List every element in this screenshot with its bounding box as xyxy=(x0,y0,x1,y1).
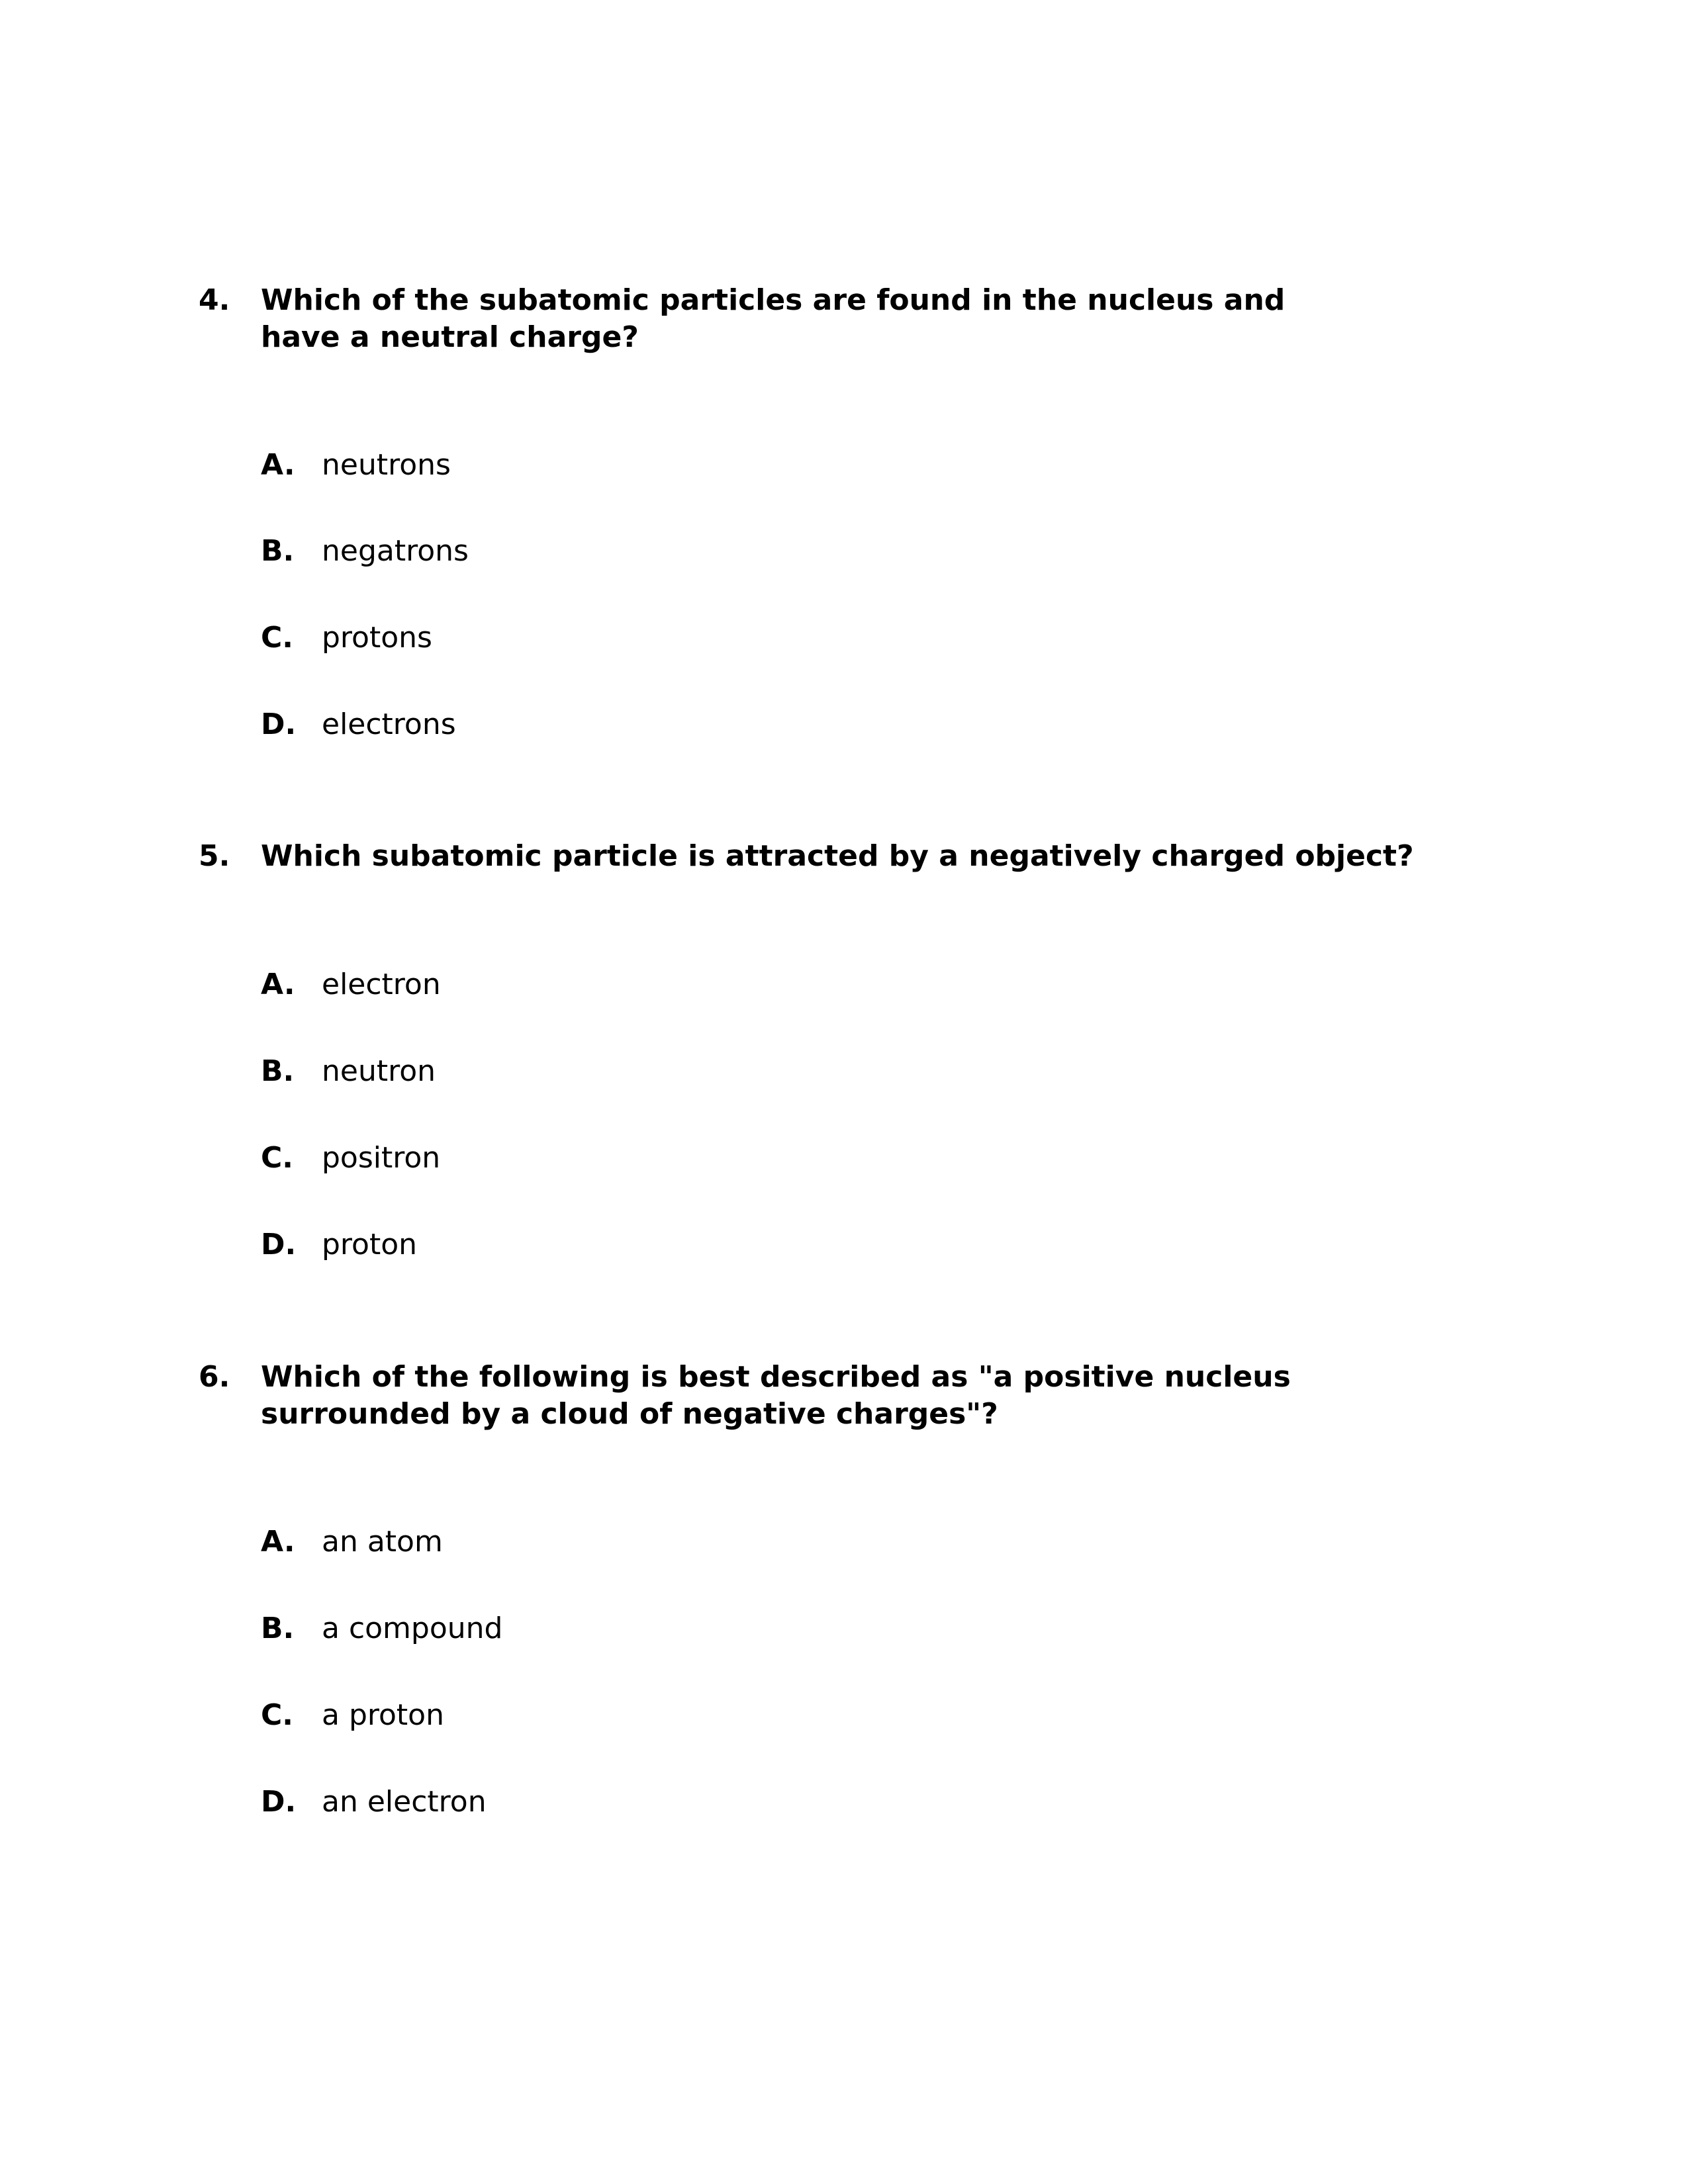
option-letter: D. xyxy=(261,1785,297,1819)
question-number: 4. xyxy=(199,283,230,317)
option-letter: B. xyxy=(261,1054,295,1088)
option-text: neutron xyxy=(322,1054,436,1088)
option-text: positron xyxy=(322,1141,441,1175)
question-text: Which of the following is best described as "a positive nucleus surrounded by a cloud of negative charges"? xyxy=(261,1360,1291,1431)
option-letter: A. xyxy=(261,1525,295,1559)
option-c[interactable] xyxy=(261,1697,1254,1734)
option-letter: B. xyxy=(261,534,295,568)
option-letter: A. xyxy=(261,968,295,1001)
option-letter: C. xyxy=(261,1141,294,1175)
option-text: an atom xyxy=(322,1525,443,1559)
option-text: neutrons xyxy=(322,448,451,482)
option-text: negatrons xyxy=(322,534,469,568)
option-d[interactable] xyxy=(261,1226,1254,1263)
question-text: Which of the subatomic particles are found in the nucleus and have a neutral charge? xyxy=(261,283,1286,354)
option-text: electron xyxy=(322,968,441,1001)
option-c[interactable] xyxy=(261,619,1254,657)
option-b[interactable] xyxy=(261,533,1254,570)
option-text: a proton xyxy=(322,1698,444,1732)
option-text: proton xyxy=(322,1228,418,1261)
option-letter: D. xyxy=(261,707,297,741)
option-b[interactable] xyxy=(261,1053,1254,1090)
option-text: a compound xyxy=(322,1612,503,1645)
option-letter: C. xyxy=(261,621,294,655)
option-letter: A. xyxy=(261,448,295,482)
option-letter: B. xyxy=(261,1612,295,1645)
question-text: Which subatomic particle is attracted by a negatively charged object? xyxy=(261,839,1414,873)
option-text: an electron xyxy=(322,1785,487,1819)
question-number: 6. xyxy=(199,1360,230,1394)
option-a[interactable] xyxy=(261,966,1254,1003)
option-d[interactable] xyxy=(261,706,1254,743)
option-b[interactable] xyxy=(261,1610,1254,1647)
option-text: protons xyxy=(322,621,432,655)
option-c[interactable] xyxy=(261,1140,1254,1177)
option-d[interactable] xyxy=(261,1784,1254,1821)
question-number: 5. xyxy=(199,839,230,873)
option-letter: D. xyxy=(261,1228,297,1261)
option-a[interactable] xyxy=(261,1524,1254,1561)
option-a[interactable] xyxy=(261,447,1254,484)
option-letter: C. xyxy=(261,1698,294,1732)
option-text: electrons xyxy=(322,707,456,741)
